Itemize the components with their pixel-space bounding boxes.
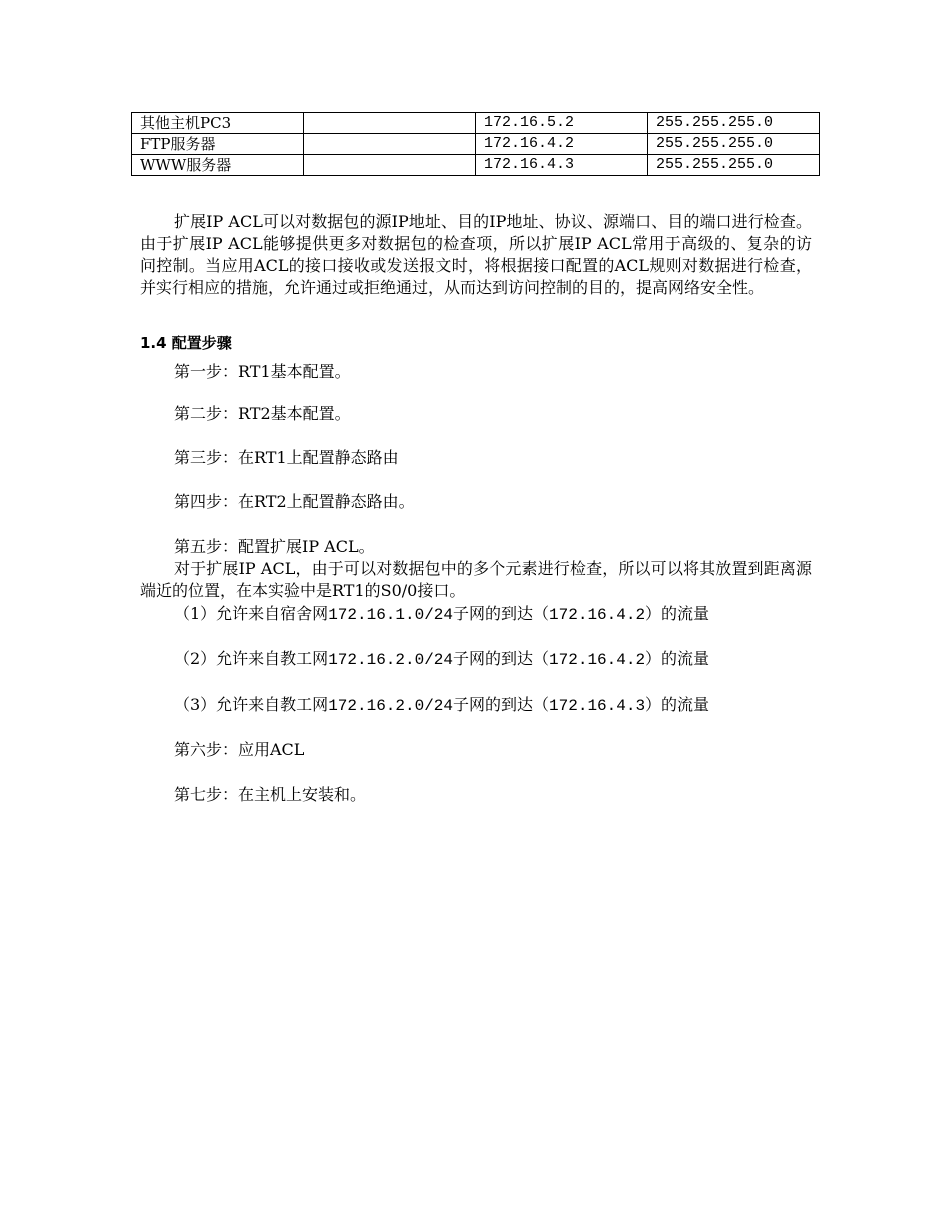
- empty-cell: [304, 113, 476, 134]
- acl-placement-paragraph: 对于扩展IP ACL，由于可以对数据包中的多个元素进行检查，所以可以将其放置到距离源端近的位置，在本实验中是RT1的S0/0接口。: [140, 559, 812, 600]
- step-2: 第二步：RT2基本配置。: [174, 404, 351, 423]
- rule-subnet: 172.16.1.0/24: [328, 606, 454, 624]
- table-row: [132, 134, 820, 155]
- rule-subnet: 172.16.2.0/24: [328, 697, 454, 715]
- host-name-cell: 其他主机PC3: [132, 113, 304, 134]
- host-name-cell: FTP服务器: [132, 134, 304, 155]
- subnet-mask-cell: 255.255.255.0: [648, 113, 820, 134]
- ip-address-cell: 172.16.4.3: [476, 155, 648, 176]
- step-6: 第六步：应用ACL: [174, 740, 305, 759]
- intro-paragraph: 扩展IP ACL可以对数据包的源IP地址、目的IP地址、协议、源端口、目的端口进行检查。由于扩展IP ACL能够提供更多对数据包的检查项，所以扩展IP ACL常用于高级的、复杂的访问控制。当应用ACL的接口接收或发送报文时，将根据接口配置的ACL规则对数据进行检查，并实行相应的措施，允许通过或拒绝通过，从而达到访问控制的目的，提高网络安全性。: [140, 212, 812, 297]
- rule-destination: 172.16.4.2: [549, 651, 646, 669]
- step-5: 第五步：配置扩展IP ACL。: [174, 537, 375, 556]
- rule-middle: 子网的到达（: [453, 695, 550, 714]
- rule-destination: 172.16.4.2: [549, 606, 646, 624]
- ip-address-cell: 172.16.4.2: [476, 134, 648, 155]
- rule-suffix: ）的流量: [645, 695, 710, 714]
- rule-middle: 子网的到达（: [453, 649, 550, 668]
- acl-rule-2: [174, 648, 709, 671]
- ip-address-cell: 172.16.5.2: [476, 113, 648, 134]
- table-row: [132, 155, 820, 176]
- empty-cell: [304, 155, 476, 176]
- step-1: 第一步：RT1基本配置。: [174, 362, 351, 381]
- empty-cell: [304, 134, 476, 155]
- table-row: [132, 113, 820, 134]
- rule-destination: 172.16.4.3: [549, 697, 646, 715]
- acl-rule-3: [174, 694, 709, 717]
- section-heading: 1.4 配置步骤: [140, 334, 232, 352]
- subnet-mask-cell: 255.255.255.0: [648, 134, 820, 155]
- step-3: 第三步：在RT1上配置静态路由: [174, 448, 399, 467]
- subnet-mask-cell: 255.255.255.0: [648, 155, 820, 176]
- rule-prefix: （1）允许来自宿舍网: [174, 604, 329, 623]
- host-name-cell: WWW服务器: [132, 155, 304, 176]
- host-address-table: [131, 112, 820, 176]
- step-4: 第四步：在RT2上配置静态路由。: [174, 492, 415, 511]
- step-7: 第七步：在主机上安装和。: [174, 785, 367, 804]
- rule-prefix: （2）允许来自教工网: [174, 649, 329, 668]
- rule-middle: 子网的到达（: [453, 604, 550, 623]
- rule-prefix: （3）允许来自教工网: [174, 695, 329, 714]
- rule-subnet: 172.16.2.0/24: [328, 651, 454, 669]
- rule-suffix: ）的流量: [645, 604, 710, 623]
- acl-rule-1: [174, 603, 709, 626]
- rule-suffix: ）的流量: [645, 649, 710, 668]
